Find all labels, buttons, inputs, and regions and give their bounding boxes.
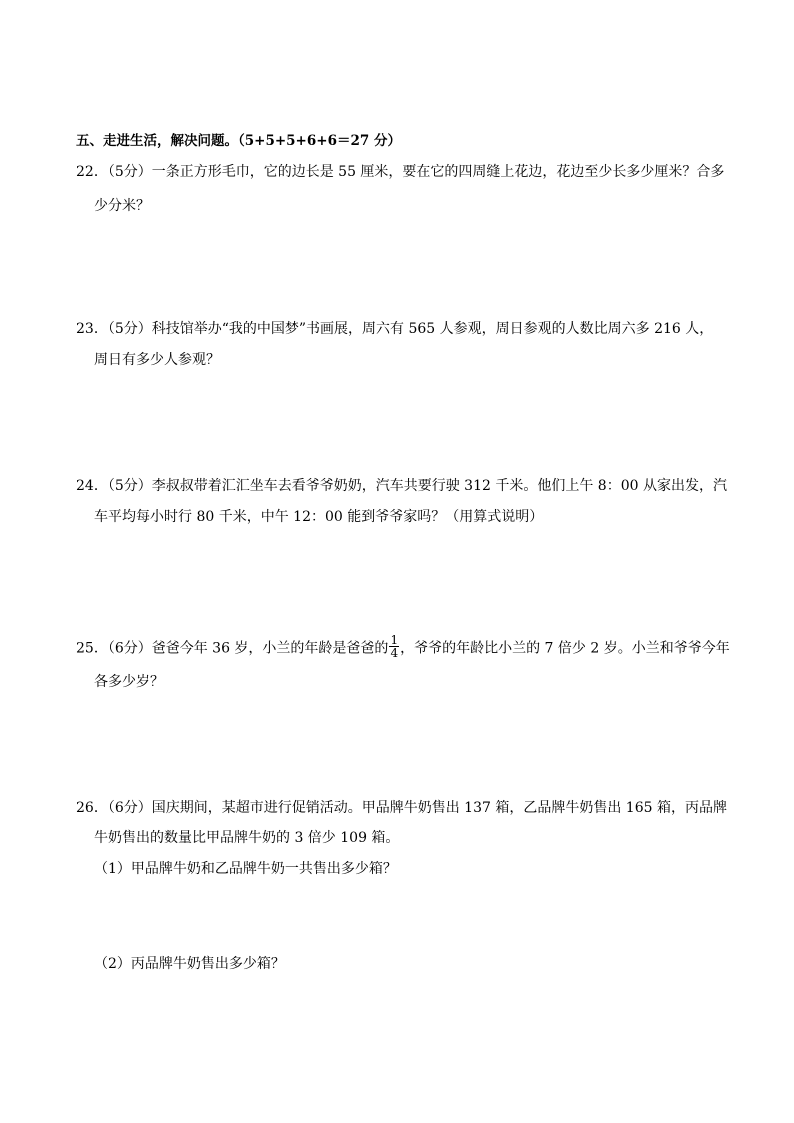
question-26-line-1: 26．（6分）国庆期间，某超市进行促销活动。甲品牌牛奶售出 137 箱，乙品牌牛奶售出 165 箱，丙品牌 <box>76 800 727 816</box>
question-26-sub-2: （2）丙品牌牛奶售出多少箱？ <box>94 956 285 972</box>
question-25-line-2: 各多少岁？ <box>94 674 164 690</box>
fraction-one-quarter <box>389 634 399 659</box>
question-25-text-before: 25．（6分）爸爸今年 36 岁，小兰的年龄是爸爸的 <box>76 640 389 657</box>
question-23-line-2: 周日有多少人参观？ <box>94 352 220 368</box>
section-heading: 五、走进生活，解决问题。（5+5+5+6+6＝27 分） <box>76 133 401 149</box>
fraction-numerator: 1 <box>390 633 399 647</box>
question-25-line-1 <box>76 633 730 661</box>
question-26-sub-1: （1）甲品牌牛奶和乙品牌牛奶一共售出多少箱？ <box>94 861 397 877</box>
question-25-text-after: ，爷爷的年龄比小兰的 7 倍少 2 岁。小兰和爷爷今年 <box>400 640 730 657</box>
question-24-line-1: 24．（5分）李叔叔带着汇汇坐车去看爷爷奶奶，汽车共要行驶 312 千米。他们上午 8：00 从家出发，汽 <box>76 478 727 494</box>
question-22-line-1: 22．（5分）一条正方形毛巾，它的边长是 55 厘米，要在它的四周缝上花边，花边至少长多少厘米？合多 <box>76 164 725 180</box>
question-23-line-1: 23．（5分）科技馆举办“我的中国梦”书画展，周六有 565 人参观，周日参观的人数比周六多 216 人， <box>76 321 714 337</box>
question-22-line-2: 少分米？ <box>94 198 150 214</box>
question-26-line-2: 牛奶售出的数量比甲品牌牛奶的 3 倍少 109 箱。 <box>94 830 400 846</box>
fraction-denominator: 4 <box>390 646 399 660</box>
question-24-line-2: 车平均每小时行 80 千米，中午 12：00 能到爷爷家吗？（用算式说明） <box>94 509 544 525</box>
